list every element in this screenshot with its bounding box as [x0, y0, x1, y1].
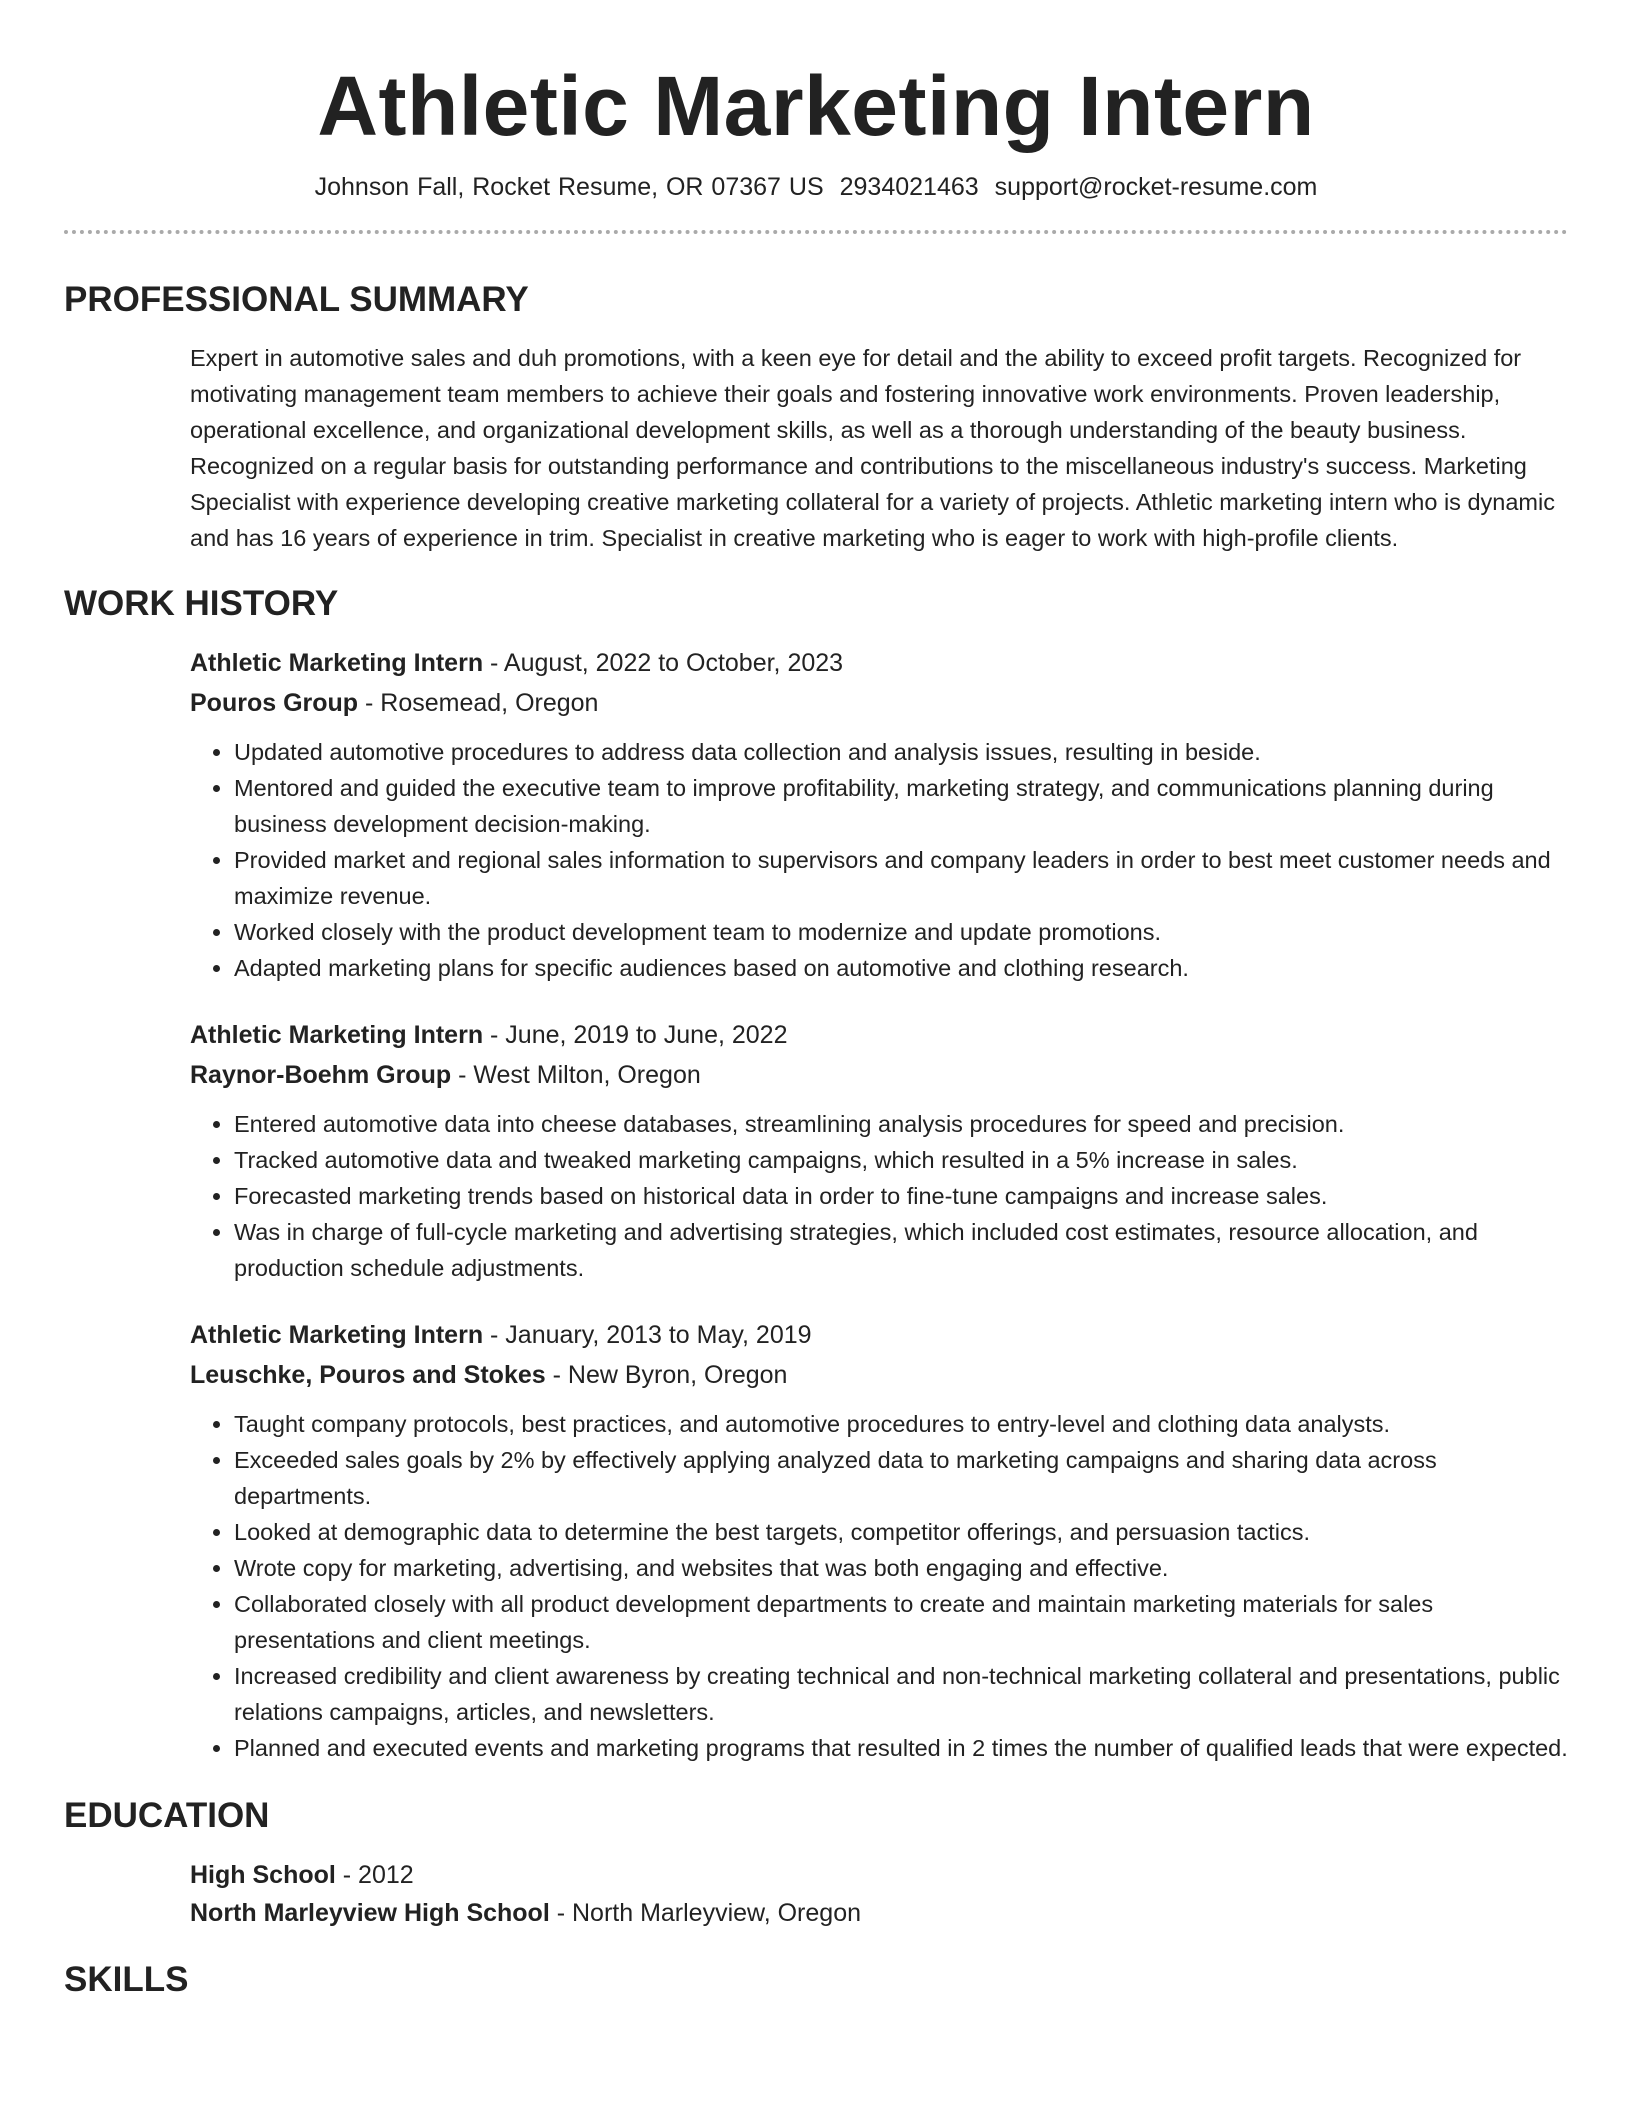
- summary-text: Expert in automotive sales and duh promotions, with a keen eye for detail and the ability to exceed profit targets. Recognized for motivating management team members to achieve their goals and fostering innovative work environments. Proven leadership, operational excellence, and organizational development skills, as well as a thorough understanding of the beauty business. Recognized on a regular basis for outstanding performance and contributions to the miscellaneous industry's success. Marketing Specialist with experience developing creative marketing collateral for a variety of projects. Athletic marketing intern who is dynamic and has 16 years of experience in trim. Specialist in creative marketing who is eager to work with high-profile clients.: [190, 345, 1555, 551]
- education-degree: High School: [190, 1861, 336, 1889]
- education-degree-line: [190, 1858, 1568, 1892]
- job-company: Raynor-Boehm Group: [190, 1061, 452, 1089]
- job-bullet: • Worked closely with the product development team to modernize and update promotions.: [234, 914, 1568, 950]
- contact-address: Johnson Fall, Rocket Resume, OR 07367 US: [314, 173, 824, 201]
- education-location: - North Marleyview, Oregon: [549, 1899, 861, 1927]
- job-bullet: • Wrote copy for marketing, advertising, and websites that was both engaging and effective.: [234, 1550, 1568, 1586]
- work-history-heading: WORK HISTORY: [64, 584, 339, 623]
- job-bullet: • Updated automotive procedures to address data collection and analysis issues, resulting in beside.: [234, 734, 1568, 770]
- job-title-line: [190, 1018, 1568, 1052]
- job-company-line: [190, 686, 1568, 720]
- job-company-line: [190, 1058, 1568, 1092]
- job-bullet: • Exceeded sales goals by 2% by effectively applying analyzed data to marketing campaigns and sharing data across departments.: [234, 1442, 1568, 1514]
- job-entry: [190, 1318, 1568, 1766]
- contact-phone: 2934021463: [839, 173, 979, 201]
- education-school: North Marleyview High School: [190, 1899, 550, 1927]
- job-bullet: • Looked at demographic data to determine the best targets, competitor offerings, and persuasion tactics.: [234, 1514, 1568, 1550]
- job-entry: [190, 1018, 1568, 1286]
- job-dates: - August, 2022 to October, 2023: [483, 649, 844, 677]
- skills-heading: SKILLS: [64, 1960, 189, 1999]
- job-company: Pouros Group: [190, 689, 359, 717]
- job-bullet-list: [190, 1406, 1568, 1766]
- job-location: - Rosemead, Oregon: [358, 689, 599, 717]
- education-school-line: [190, 1896, 1568, 1930]
- contact-line: [64, 170, 1568, 204]
- job-role: Athletic Marketing Intern: [190, 1321, 484, 1349]
- education-entry: [190, 1858, 1568, 1930]
- job-bullet: • Provided market and regional sales information to supervisors and company leaders in order to best meet customer needs and maximize revenue.: [234, 842, 1568, 914]
- resume-page: [64, 0, 1568, 2002]
- job-bullet: • Was in charge of full-cycle marketing and advertising strategies, which included cost estimates, resource allocation, and production schedule adjustments.: [234, 1214, 1568, 1286]
- job-role: Athletic Marketing Intern: [190, 649, 484, 677]
- job-dates: - January, 2013 to May, 2019: [483, 1321, 812, 1349]
- job-bullet: • Mentored and guided the executive team to improve profitability, marketing strategy, and communications planning during business development decision-making.: [234, 770, 1568, 842]
- job-bullet: • Planned and executed events and marketing programs that resulted in 2 times the number of qualified leads that were expected.: [234, 1730, 1568, 1766]
- education-heading: EDUCATION: [64, 1796, 270, 1835]
- job-company: Leuschke, Pouros and Stokes: [190, 1361, 546, 1389]
- job-title-line: [190, 646, 1568, 680]
- contact-email: support@rocket-resume.com: [994, 173, 1318, 201]
- job-bullet-list: [190, 1106, 1568, 1286]
- job-bullet: • Increased credibility and client awareness by creating technical and non-technical marketing collateral and presentations, public relations campaigns, articles, and newsletters.: [234, 1658, 1568, 1730]
- job-bullet: • Tracked automotive data and tweaked marketing campaigns, which resulted in a 5% increase in sales.: [234, 1142, 1568, 1178]
- resume-title: Athletic Marketing Intern: [317, 59, 1315, 153]
- job-dates: - June, 2019 to June, 2022: [483, 1021, 788, 1049]
- header-divider: [64, 230, 1568, 234]
- job-bullet: • Adapted marketing plans for specific audiences based on automotive and clothing research.: [234, 950, 1568, 986]
- summary-heading: PROFESSIONAL SUMMARY: [64, 280, 529, 319]
- job-location: - New Byron, Oregon: [545, 1361, 788, 1389]
- job-entry: [190, 646, 1568, 986]
- job-title-line: [190, 1318, 1568, 1352]
- job-bullet-list: [190, 734, 1568, 986]
- job-company-line: [190, 1358, 1568, 1392]
- job-bullet: • Collaborated closely with all product development departments to create and maintain marketing materials for sales presentations and client meetings.: [234, 1586, 1568, 1658]
- job-bullet: • Entered automotive data into cheese databases, streamlining analysis procedures for speed and precision.: [234, 1106, 1568, 1142]
- job-location: - West Milton, Oregon: [451, 1061, 701, 1089]
- job-bullet: • Forecasted marketing trends based on historical data in order to fine-tune campaigns and increase sales.: [234, 1178, 1568, 1214]
- job-bullet: • Taught company protocols, best practices, and automotive procedures to entry-level and clothing data analysts.: [234, 1406, 1568, 1442]
- job-role: Athletic Marketing Intern: [190, 1021, 484, 1049]
- education-year: - 2012: [335, 1861, 414, 1889]
